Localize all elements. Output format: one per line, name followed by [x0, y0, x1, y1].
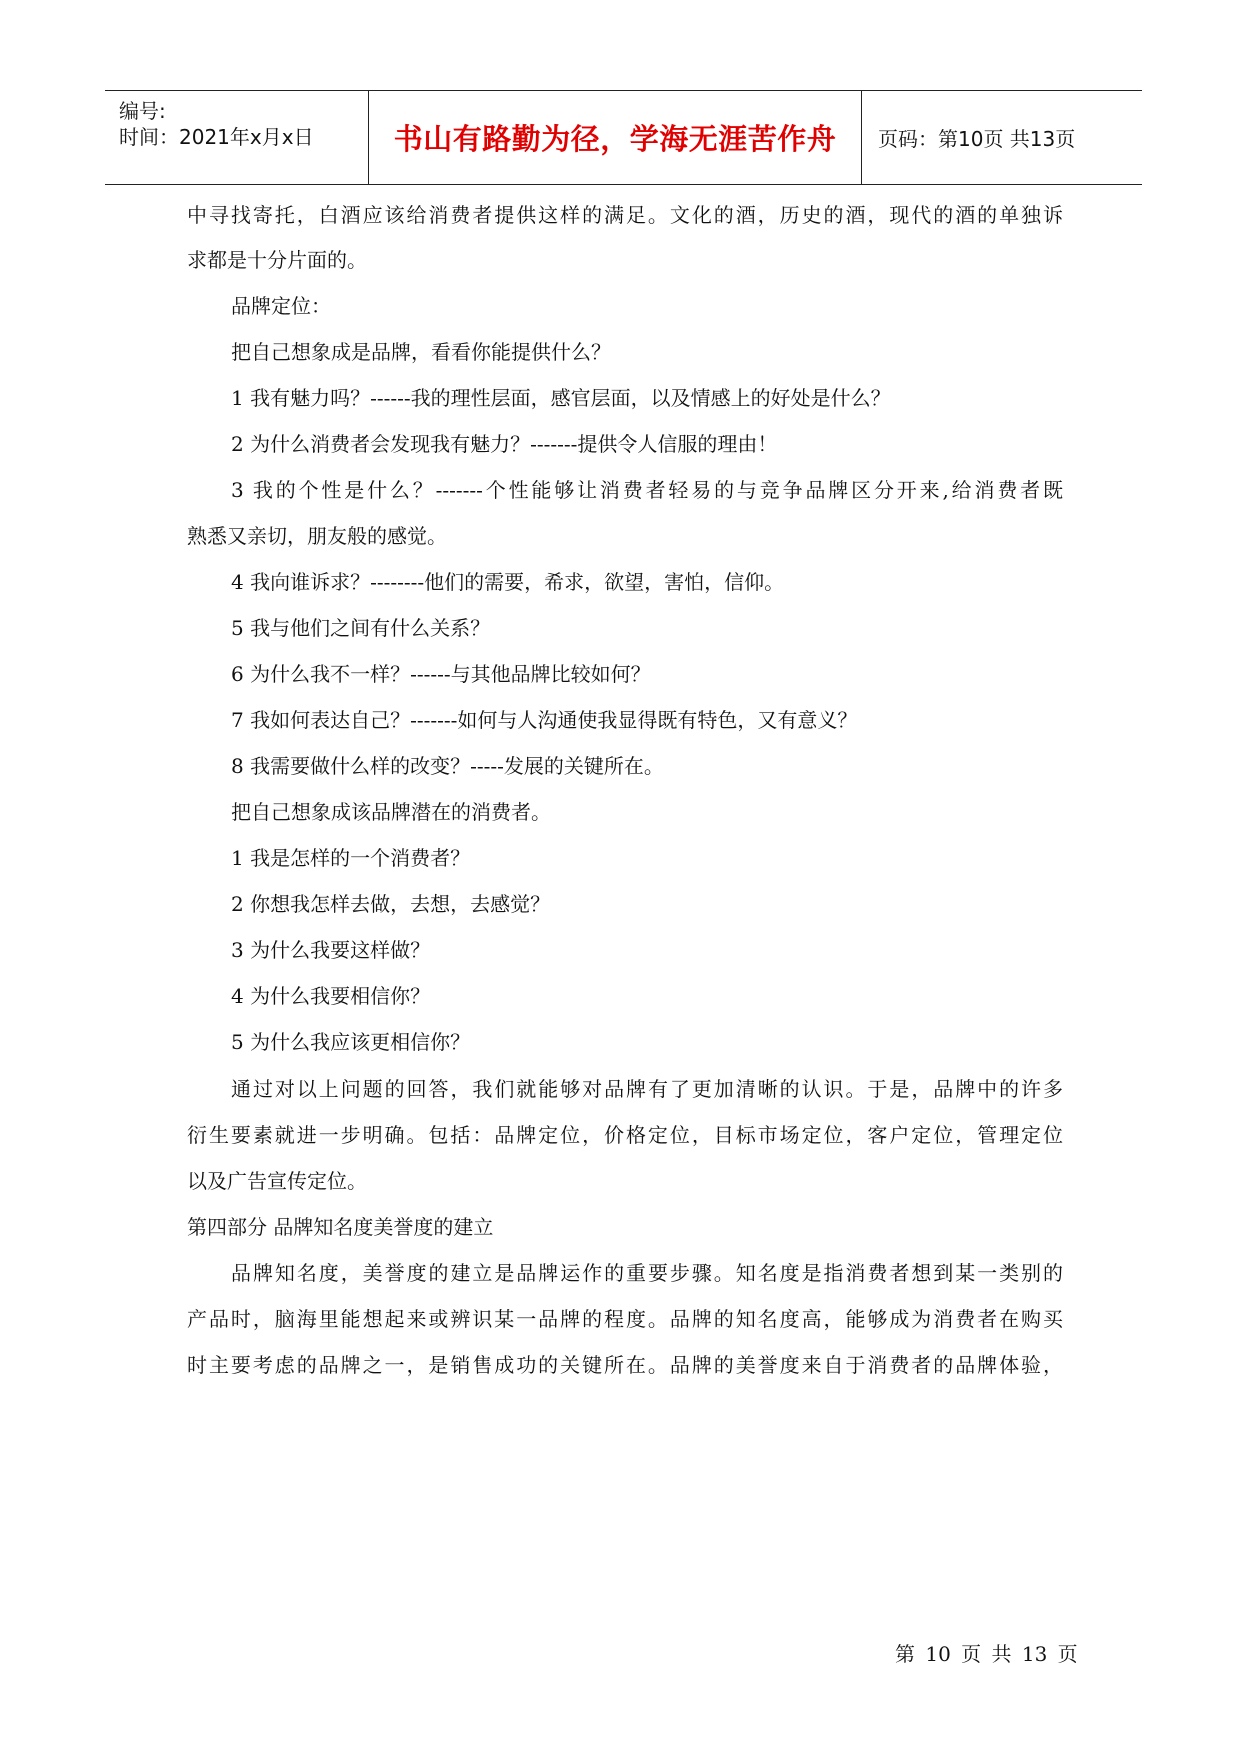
list-item: 1 我有魅力吗？------我的理性层面，感官层面，以及情感上的好处是什么？	[231, 386, 891, 410]
list-item: 7 我如何表达自己？-------如何与人沟通使我显得既有特色，又有意义？	[231, 708, 858, 732]
list-item: 2 你想我怎样去做，去想，去感觉？	[231, 892, 551, 916]
serial-label: 编号:	[119, 99, 166, 123]
body-line: 产品时，脑海里能想起来或辨识某一品牌的程度。品牌的知名度高，能够成为消费者在购买	[187, 1307, 1063, 1331]
list-item: 2 为什么消费者会发现我有魅力？-------提供令人信服的理由！	[231, 432, 778, 456]
page-header	[105, 90, 1142, 185]
body-line: 中寻找寄托，白酒应该给消费者提供这样的满足。文化的酒，历史的酒，现代的酒的单独诉	[187, 203, 1063, 227]
time-label: 时间：2021年x月x日	[119, 125, 314, 149]
body-line: 品牌知名度，美誉度的建立是品牌运作的重要步骤。知名度是指消费者想到某一类别的	[231, 1261, 1063, 1285]
list-item: 3 我的个性是什么？-------个性能够让消费者轻易的与竞争品牌区分开来,给消费者既	[231, 478, 1063, 502]
motto-text: 书山有路勤为径，学海无涯苦作舟	[393, 122, 837, 156]
list-item: 3 为什么我要这样做？	[231, 938, 431, 962]
body-line: 以及广告宣传定位。	[187, 1169, 367, 1193]
list-item: 4 我向谁诉求？--------他们的需要，希求，欲望，害怕，信仰。	[231, 570, 785, 594]
list-item: 6 为什么我不一样？------与其他品牌比较如何？	[231, 662, 651, 686]
body-line: 把自己想象成该品牌潜在的消费者。	[231, 800, 551, 824]
list-item: 4 为什么我要相信你？	[231, 984, 431, 1008]
list-item: 5 为什么我应该更相信你？	[231, 1030, 471, 1054]
list-item: 5 我与他们之间有什么关系？	[231, 616, 491, 640]
body-line: 品牌定位：	[231, 294, 331, 318]
page-footer: 第 10 页 共 13 页	[895, 1642, 1078, 1666]
body-line: 求都是十分片面的。	[187, 248, 367, 272]
body-line: 衍生要素就进一步明确。包括：品牌定位，价格定位，目标市场定位，客户定位，管理定位	[187, 1123, 1063, 1147]
list-item: 8 我需要做什么样的改变？-----发展的关键所在。	[231, 754, 664, 778]
header-page-info: 页码：第10页 共13页	[878, 127, 1076, 151]
body-line: 把自己想象成是品牌，看看你能提供什么？	[231, 340, 611, 364]
header-page-cell	[862, 91, 1142, 184]
body-line: 熟悉又亲切，朋友般的感觉。	[187, 524, 447, 548]
body-line: 通过对以上问题的回答，我们就能够对品牌有了更加清晰的认识。于是，品牌中的许多	[231, 1077, 1063, 1101]
section-heading: 第四部分 品牌知名度美誉度的建立	[187, 1215, 494, 1239]
list-item: 1 我是怎样的一个消费者？	[231, 846, 471, 870]
body-line: 时主要考虑的品牌之一，是销售成功的关键所在。品牌的美誉度来自于消费者的品牌体验，	[187, 1353, 1063, 1377]
header-info-cell	[105, 91, 369, 184]
header-motto-cell	[369, 91, 862, 184]
